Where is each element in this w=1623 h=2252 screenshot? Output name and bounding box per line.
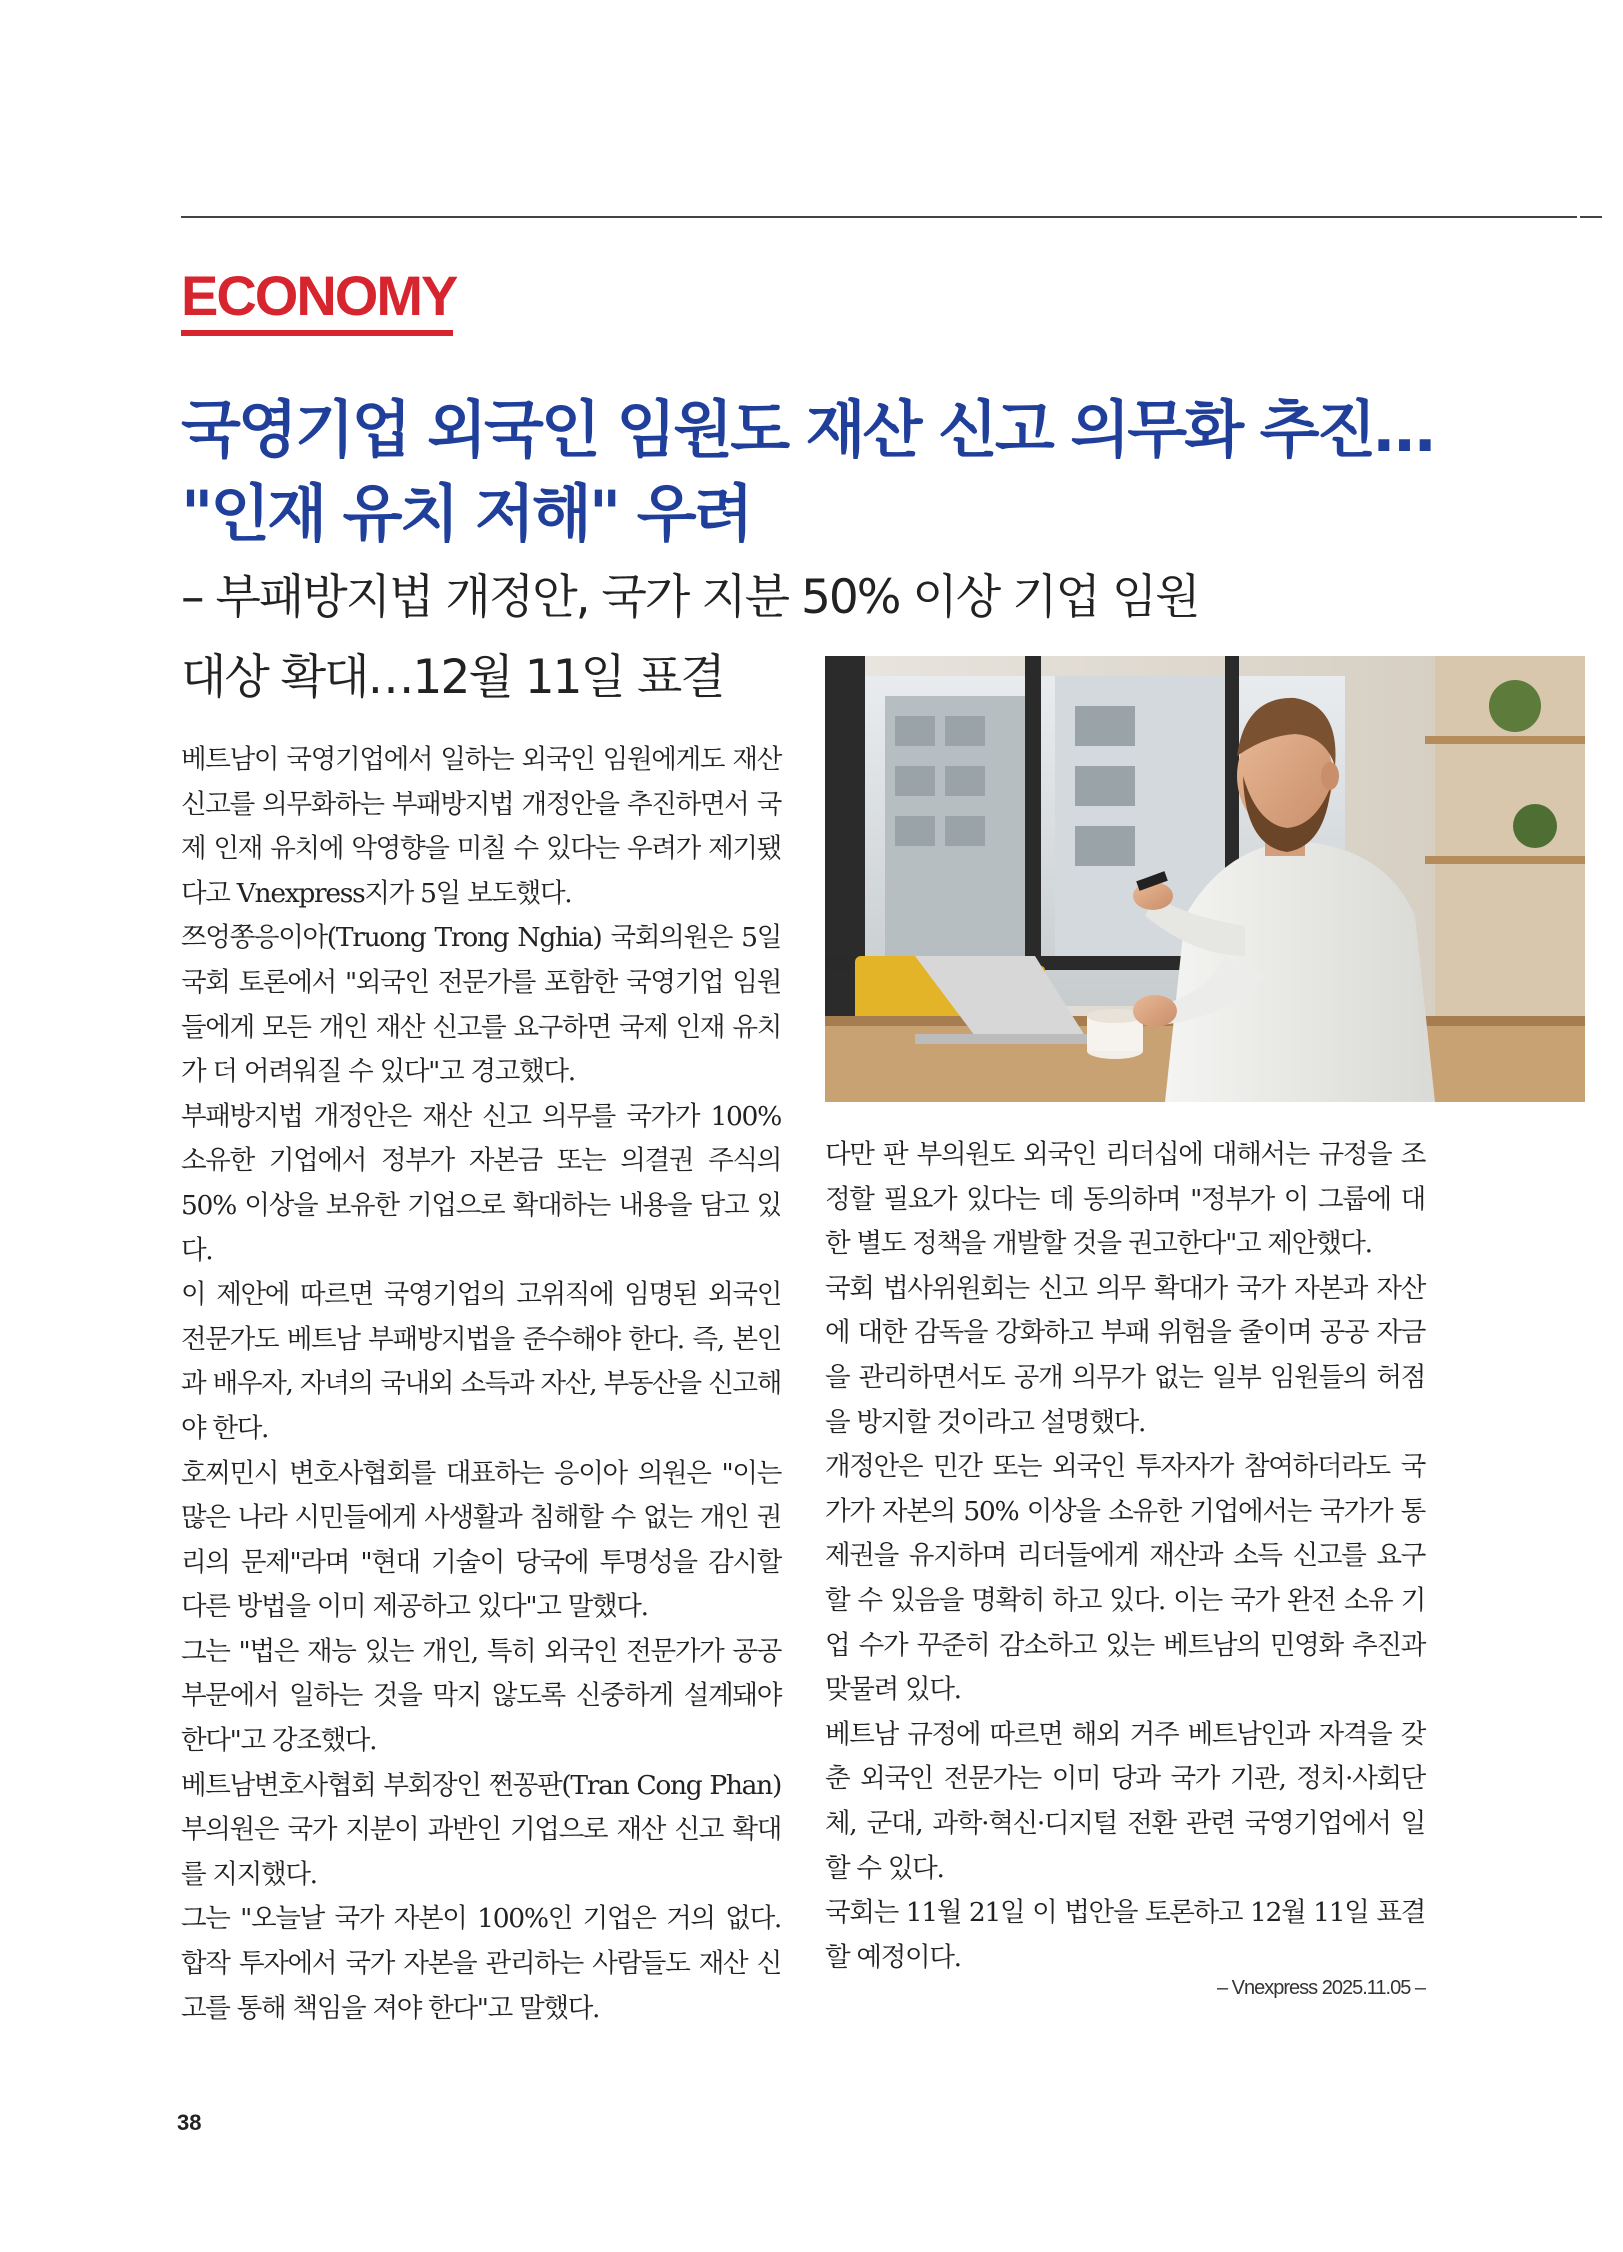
article-paragraph: 쯔엉쫑응이아(Truong Trong Nghia) 국회의원은 5일 국회 토론에서 "외국인 전문가를 포함한 국영기업 임원들에게 모든 개인 재산 신고를 요구하면 국제 인재 유치가 더 어려워질 수 있다"고 경고했다. <box>181 922 781 1088</box>
article-paragraph: 다만 판 부의원도 외국인 리더십에 대해서는 규정을 조정할 필요가 있다는 데 동의하며 "정부가 이 그룹에 대한 별도 정책을 개발할 것을 권고한다"고 제안했다. <box>825 1139 1425 1260</box>
article-body-right-column <box>825 1133 1425 1980</box>
headline-line-1: 국영기업 외국인 임원도 재산 신고 의무화 추진… <box>181 393 1433 466</box>
article-paragraph: 베트남변호사협회 부회장인 쩐꽁판(Tran Cong Phan) 부의원은 국가 지분이 과반인 기업으로 재산 신고 확대를 지지했다. <box>181 1769 781 1890</box>
article-paragraph: 개정안은 민간 또는 외국인 투자자가 참여하더라도 국가가 자본의 50% 이상을 소유한 기업에서는 국가가 통제권을 유지하며 리더들에게 재산과 소득 신고를 요구할 수 있음을 명확히 하고 있다. 이는 국가 완전 소유 기업 수가 꾸준히 감소하고 있는 베트남의 민영화 추진과 맞물려 있다. <box>825 1451 1425 1706</box>
article-paragraph: 베트남 규정에 따르면 해외 거주 베트남인과 자격을 갖춘 외국인 전문가는 이미 당과 국가 기관, 정치·사회단체, 군대, 과학·혁신·디지털 전환 관련 국영기업에서 일할 수 있다. <box>825 1718 1425 1884</box>
section-label: ECONOMY <box>181 264 457 327</box>
office-photo-icon <box>825 656 1585 1102</box>
article-paragraph: 베트남이 국영기업에서 일하는 외국인 임원에게도 재산 신고를 의무화하는 부패방지법 개정안을 추진하면서 국제 인재 유치에 악영향을 미칠 수 있다는 우려가 제기됐다고 Vnexpress지가 5일 보도했다. <box>181 744 781 909</box>
page-number: 38 <box>177 2110 202 2135</box>
headline <box>181 388 1511 556</box>
article-paragraph: 그는 "법은 재능 있는 개인, 특히 외국인 전문가가 공공 부문에서 일하는 것을 막지 않도록 신중하게 설계돼야 한다"고 강조했다. <box>181 1635 781 1757</box>
article-source: – Vnexpress 2025.11.05 – <box>1216 1977 1425 1999</box>
headline-line-2: "인재 유치 저해" 우려 <box>181 477 751 550</box>
article-paragraph: 국회는 11월 21일 이 법안을 토론하고 12월 11일 표결할 예정이다. <box>825 1897 1425 1973</box>
article-paragraph: 그는 "오늘날 국가 자본이 100%인 기업은 거의 없다. 합작 투자에서 국가 자본을 관리하는 사람들도 재산 신고를 통해 책임을 져야 한다"고 말했다. <box>181 1903 781 2024</box>
subheadline-line-2: 대상 확대…12월 11일 표결 <box>181 650 724 705</box>
subheadline-line-1: – 부패방지법 개정안, 국가 지분 50% 이상 기업 임원 <box>181 570 1199 625</box>
article-paragraph: 부패방지법 개정안은 재산 신고 의무를 국가가 100% 소유한 기업에서 정부가 자본금 또는 의결권 주식의 50% 이상을 보유한 기업으로 확대하는 내용을 담고 있다. <box>181 1100 781 1266</box>
section-underline <box>181 330 453 336</box>
article-body-left-column <box>181 738 781 2031</box>
top-divider-end <box>1580 216 1602 218</box>
article-paragraph: 이 제안에 따르면 국영기업의 고위직에 임명된 외국인 전문가도 베트남 부패방지법을 준수해야 한다. 즉, 본인과 배우자, 자녀의 국내외 소득과 자산, 부동산을 신고해야 한다. <box>181 1279 781 1444</box>
article-photo <box>825 656 1585 1102</box>
top-divider <box>181 216 1577 218</box>
article-paragraph: 호찌민시 변호사협회를 대표하는 응이아 의원은 "이는 많은 나라 시민들에게 사생활과 침해할 수 없는 개인 권리의 문제"라며 "현대 기술이 당국에 투명성을 감시할 다른 방법을 이미 제공하고 있다"고 말했다. <box>181 1457 781 1623</box>
article-paragraph: 국회 법사위원회는 신고 의무 확대가 국가 자본과 자산에 대한 감독을 강화하고 부패 위험을 줄이며 공공 자금을 관리하면서도 공개 의무가 없는 일부 임원들의 허점을 방지할 것이라고 설명했다. <box>825 1272 1425 1438</box>
